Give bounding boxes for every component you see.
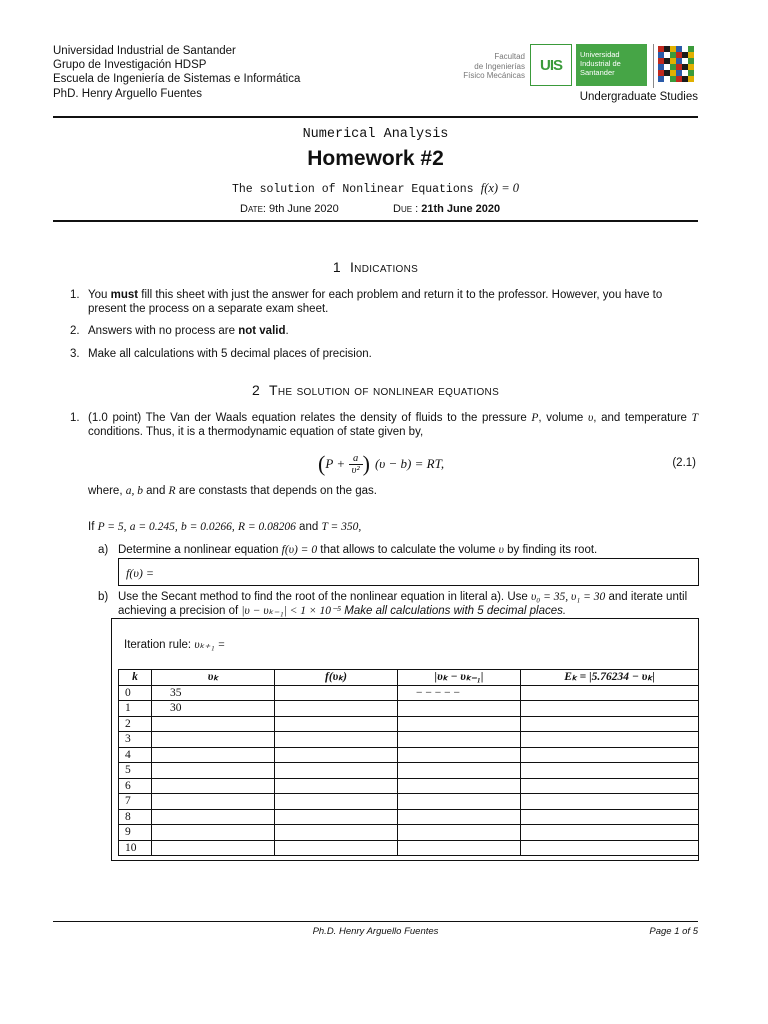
- table-cell[interactable]: [521, 778, 699, 794]
- math: υ₀ = 35, υ₁ = 30: [530, 591, 606, 603]
- iteration-index: 4: [119, 747, 152, 763]
- table-cell[interactable]: [398, 778, 521, 794]
- text: (1.0 point) The Van der Waals equation relates the density of fluids to the pressure: [88, 412, 532, 424]
- title-rule: [53, 220, 698, 222]
- table-cell[interactable]: [275, 778, 398, 794]
- table-cell[interactable]: [275, 747, 398, 763]
- text: You: [88, 289, 111, 301]
- date-field: [240, 203, 339, 215]
- table-cell[interactable]: [275, 825, 398, 841]
- faculty-line: Facultad: [494, 52, 525, 61]
- table-cell[interactable]: [398, 763, 521, 779]
- table-cell[interactable]: [521, 747, 699, 763]
- text: by finding its root.: [503, 544, 598, 556]
- university-line: Santander: [580, 68, 615, 77]
- table-row: [119, 732, 699, 748]
- list-item: [70, 288, 698, 318]
- text: If: [88, 521, 95, 533]
- section-number: 1: [332, 259, 341, 275]
- iteration-index: 9: [119, 825, 152, 841]
- paren: ): [362, 451, 370, 476]
- math: |υ − υₖ₋₁| < 1 × 10⁻⁵: [241, 605, 342, 618]
- table-cell[interactable]: [521, 763, 699, 779]
- given-values: [88, 521, 361, 533]
- item-text: Make all calculations with 5 decimal places of precision.: [88, 348, 372, 360]
- table-cell[interactable]: [398, 747, 521, 763]
- item-text: [88, 288, 698, 317]
- subtitle: [53, 181, 698, 196]
- table-row: [119, 794, 699, 810]
- date-label: Date: [240, 203, 263, 215]
- table-cell[interactable]: − − − − −: [398, 685, 521, 701]
- table-row: [119, 701, 699, 717]
- table-cell[interactable]: [398, 809, 521, 825]
- col-header: k: [119, 670, 152, 686]
- text-bold: must: [110, 289, 139, 301]
- item-number: 2.: [70, 325, 80, 337]
- date-value: : 9th June 2020: [262, 203, 339, 215]
- table-row: [119, 825, 699, 841]
- iteration-index: 6: [119, 778, 152, 794]
- text: and: [295, 521, 322, 533]
- iteration-index: 7: [119, 794, 152, 810]
- math: P: [325, 456, 334, 471]
- table-header-row: [119, 670, 699, 686]
- math: +: [337, 456, 345, 471]
- table-cell[interactable]: [275, 840, 398, 856]
- text: Answers with no process are: [88, 325, 239, 337]
- due-field: Due : 21th June 2020: [393, 203, 501, 215]
- math: υ: [587, 412, 594, 424]
- iteration-index: 8: [119, 809, 152, 825]
- table-row: [119, 840, 699, 856]
- math: R: [168, 485, 176, 497]
- header-line: Universidad Industrial de Santander: [53, 45, 236, 57]
- table-row: [119, 809, 699, 825]
- table-cell[interactable]: [521, 685, 699, 701]
- studies-label: Undergraduate Studies: [579, 91, 698, 103]
- page-number: Page 1 of 5: [649, 926, 698, 937]
- page-title: Homework #2: [307, 147, 444, 170]
- denominator: υ²: [351, 464, 360, 476]
- iteration-rule[interactable]: [124, 637, 225, 651]
- part-label: b): [98, 591, 109, 603]
- table-cell[interactable]: [521, 716, 699, 732]
- faculty-line: Físico Mecánicas: [463, 71, 525, 80]
- table-cell[interactable]: [275, 763, 398, 779]
- section-number: 2: [251, 382, 261, 398]
- table-row: [119, 685, 699, 701]
- list-item: [70, 324, 698, 339]
- table-cell[interactable]: [521, 794, 699, 810]
- text: where,: [88, 485, 126, 497]
- section-heading: [53, 382, 698, 398]
- text: and: [142, 485, 169, 497]
- iteration-index: 3: [119, 732, 152, 748]
- header-line: Grupo de Investigación HDSP: [53, 59, 207, 72]
- table-cell[interactable]: [275, 794, 398, 810]
- col-header: f(υₖ): [275, 670, 398, 686]
- logo-tile: [688, 76, 694, 82]
- numerator: a: [353, 452, 359, 464]
- math: υ: [498, 544, 504, 556]
- math: R = 0.08206: [237, 521, 296, 533]
- problem-statement: [70, 411, 698, 441]
- text: that allows to calculate the volume: [317, 544, 499, 556]
- text: conditions. Thus, it is a thermodynamic equation of state given by,: [88, 426, 424, 439]
- iteration-index: 0: [119, 685, 152, 701]
- math: f(υ) = 0: [281, 544, 318, 556]
- logo-divider: [653, 44, 654, 88]
- university-line: Industrial de: [580, 59, 621, 68]
- math: P = 5,: [97, 521, 127, 533]
- text-bold: not valid: [238, 325, 286, 337]
- table-cell[interactable]: [152, 840, 275, 856]
- faculty-logo-text: [452, 52, 525, 81]
- logos: [452, 42, 698, 92]
- table-cell[interactable]: [398, 794, 521, 810]
- part-a-text: [118, 544, 698, 556]
- fraction: [349, 453, 363, 476]
- section-title: Indications: [349, 259, 419, 275]
- footer-rule: [53, 921, 698, 922]
- col-header: Eₖ = |5.76234 − υₖ|: [521, 670, 699, 686]
- table-cell[interactable]: [152, 778, 275, 794]
- table-cell[interactable]: [521, 809, 699, 825]
- van-der-waals-equation: [318, 449, 444, 479]
- table-cell[interactable]: [398, 732, 521, 748]
- iteration-table: [118, 669, 699, 856]
- institution-header: [53, 44, 300, 101]
- table-cell[interactable]: [152, 763, 275, 779]
- iteration-label: Iteration rule:: [124, 639, 195, 651]
- text: , and temperature: [593, 412, 692, 424]
- item-text: [88, 411, 698, 440]
- table-cell[interactable]: [152, 825, 275, 841]
- answer-field-a[interactable]: [118, 558, 699, 586]
- text-italic: Make all calculations with 5 decimal places.: [341, 605, 567, 618]
- paren: (: [318, 451, 326, 476]
- table-cell[interactable]: 35: [152, 685, 275, 701]
- table-cell[interactable]: [152, 794, 275, 810]
- header-rule: [53, 116, 698, 118]
- table-cell[interactable]: [152, 809, 275, 825]
- university-logo-text: [576, 44, 647, 86]
- list-item: [70, 347, 698, 362]
- table-cell[interactable]: [152, 747, 275, 763]
- part-label: a): [98, 544, 109, 556]
- due-value: 21th June 2020: [421, 203, 501, 215]
- item-number: 1.: [70, 412, 80, 424]
- text: Use the Secant method to find the root of the nonlinear equation in literal a). Use: [118, 591, 531, 603]
- text: .: [285, 325, 289, 337]
- text: are constasts that depends on the gas.: [175, 485, 377, 497]
- math: (υ − b) = RT,: [374, 456, 445, 471]
- table-cell[interactable]: [521, 825, 699, 841]
- answer-prefix: f(υ) =: [126, 566, 154, 580]
- math: υₖ₊₁ =: [194, 639, 226, 651]
- item-number: 3.: [70, 348, 80, 360]
- equation-label: (2.1): [672, 457, 696, 469]
- part-b-text: [118, 590, 698, 619]
- math: T = 350,: [321, 521, 362, 533]
- text: and iterate until achieving a precision of: [118, 591, 688, 618]
- subtitle-math: f(x) = 0: [480, 181, 520, 195]
- course-name: Numerical Analysis: [302, 127, 449, 142]
- table-cell[interactable]: [521, 840, 699, 856]
- footer-author: Ph.D. Henry Arguello Fuentes: [312, 926, 439, 937]
- col-header: |υₖ − υₖ₋₁|: [398, 670, 521, 686]
- table-cell[interactable]: 30: [152, 701, 275, 717]
- table-cell[interactable]: [275, 685, 398, 701]
- item-text: [88, 324, 698, 338]
- iteration-index: 1: [119, 701, 152, 717]
- text: , volume: [538, 412, 588, 424]
- table-cell[interactable]: [398, 716, 521, 732]
- subtitle-text: The solution of Nonlinear Equations: [231, 183, 474, 196]
- table-cell[interactable]: [398, 701, 521, 717]
- table-cell[interactable]: [398, 840, 521, 856]
- iteration-index: 2: [119, 716, 152, 732]
- table-row: [119, 747, 699, 763]
- math: T: [691, 412, 698, 424]
- header-line: Escuela de Ingeniería de Sistemas e Informática: [53, 73, 301, 86]
- table-cell[interactable]: [275, 732, 398, 748]
- table-cell[interactable]: [275, 701, 398, 717]
- table-row: [119, 778, 699, 794]
- section-title: The solution of nonlinear equations: [269, 382, 500, 398]
- table-cell[interactable]: [275, 809, 398, 825]
- item-number: 1.: [70, 289, 80, 301]
- uis-logo: UIS: [530, 44, 572, 86]
- where-text: [88, 485, 377, 497]
- table-cell[interactable]: [275, 716, 398, 732]
- col-header: υₖ: [152, 670, 275, 686]
- iteration-index: 10: [119, 840, 152, 856]
- math: a, b: [125, 485, 143, 497]
- table-cell[interactable]: [152, 716, 275, 732]
- due-label: Due: [393, 203, 413, 215]
- table-row: [119, 716, 699, 732]
- hdsp-logo-icon: [658, 46, 694, 82]
- text: Determine a nonlinear equation: [118, 544, 282, 556]
- table-row: [119, 763, 699, 779]
- section-heading: [53, 259, 698, 275]
- table-cell[interactable]: [398, 825, 521, 841]
- table-cell[interactable]: [521, 701, 699, 717]
- faculty-line: de Ingenierías: [474, 61, 525, 71]
- math: P: [531, 412, 539, 424]
- university-line: Universidad: [580, 50, 620, 59]
- table-cell[interactable]: [521, 732, 699, 748]
- iteration-index: 5: [119, 763, 152, 779]
- table-cell[interactable]: [152, 732, 275, 748]
- math: b = 0.0266,: [180, 521, 235, 533]
- text: fill this sheet with just the answer for each problem and return it to the professor. However, you have to present the process on a separate exam sheet.: [88, 289, 663, 316]
- math: a = 0.245,: [129, 521, 178, 533]
- header-line: PhD. Henry Arguello Fuentes: [53, 87, 202, 100]
